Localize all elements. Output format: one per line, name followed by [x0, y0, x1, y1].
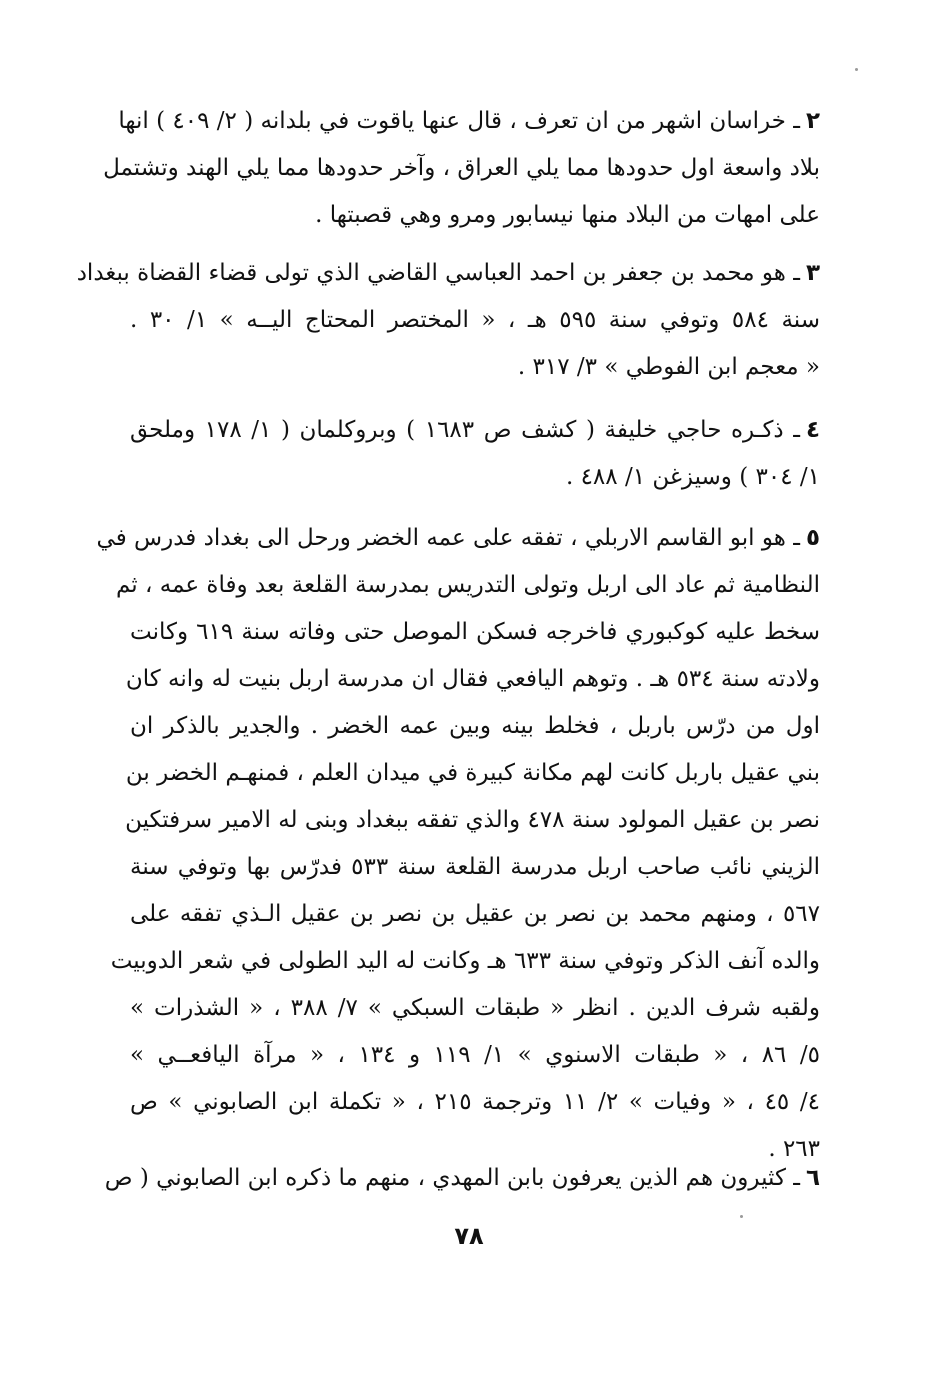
- footnote-line: اول من درّس باربل ، فخلط بينه وبين عمه الخضر . والجدير بالذكر ان: [130, 713, 820, 739]
- footnote-3: [76, 250, 821, 391]
- footnote-line: سنة ٥٨٤ وتوفي سنة ٥٩٥ هـ ، « المختصر المحتاج اليــه » ١/ ٣٠ .: [130, 307, 821, 333]
- footnote-line: نصر بن عقيل المولود سنة ٤٧٨ والذي تفقه ببغداد وبنى له الامير سرفتكين: [125, 807, 820, 833]
- footnote-number: ٥: [805, 525, 820, 551]
- footnote-line: النظامية ثم عاد الى اربل وتولى التدريس بمدرسة القلعة بعد وفاة عمه ، ثم: [116, 572, 820, 598]
- footnote-number: ٢: [805, 108, 820, 134]
- footnote-line: ٤ـ ذكـره حاجي خليفة ( كشف ص ١٦٨٣ ) وبروكلمان ( ١/ ١٧٨ وملحق: [130, 417, 821, 443]
- footnote-line: ٤/ ٤٥ ، « وفيات » ٢/ ١١ وترجمة ٢١٥ ، « تكملة ابن الصابوني » ص: [130, 1089, 820, 1115]
- footnote-line: ولادته سنة ٥٣٤ هـ . وتوهم اليافعي فقال ان مدرسة اربل بنيت له وانه كان: [125, 666, 820, 692]
- footnote-number: ٣: [805, 260, 820, 286]
- footnote-line: على امهات من البلاد منها نيسابور ومرو وهي قصبتها .: [315, 202, 820, 228]
- footnote-line: ٦ـ كثيرون هم الذين يعرفون بابن المهدي ، منهم ما ذكره ابن الصابوني ( ص: [104, 1165, 820, 1191]
- scan-speck: [855, 68, 858, 71]
- footnote-line: ٥ـ هو ابو القاسم الاربلي ، تفقه على عمه الخضر ورحل الى بغداد فدرس في: [96, 525, 820, 551]
- scan-speck: [740, 1215, 743, 1218]
- footnote-number: ٦: [805, 1165, 820, 1191]
- page-number: ٧٨: [454, 1222, 484, 1250]
- footnote-4: [130, 407, 820, 501]
- footnote-line: ولقبه شرف الدين . انظر « طبقات السبكي » ٧/ ٣٨٨ ، « الشذرات »: [130, 995, 821, 1021]
- footnote-line: ٥/ ٨٦ ، « طبقات الاسنوي » ١/ ١١٩ و ١٣٤ ، « مرآة اليافعــي »: [130, 1042, 820, 1068]
- footnote-line: سخط عليه كوكبوري فاخرجه فسكن الموصل حتى وفاته سنة ٦١٩ وكانت: [130, 619, 820, 645]
- footnote-6: [104, 1155, 820, 1202]
- footnote-line: الزيني نائب صاحب اربل مدرسة القلعة سنة ٥٣٣ فدرّس بها وتوفي سنة: [130, 854, 820, 880]
- footnote-number: ٤: [805, 417, 821, 443]
- footnote-line: ١/ ٣٠٤ ) وسيزغن ١/ ٤٨٨ .: [565, 464, 820, 490]
- footnote-line: والده آنف الذكر وتوفي سنة ٦٣٣ هـ وكانت له اليد الطولى في شعر الدوبيت: [110, 948, 820, 974]
- footnote-line: ٥٦٧ ، ومنهم محمد بن نصر بن عقيل بن نصر بن عقيل الـذي تفقه على: [130, 901, 820, 927]
- footnote-line: بني عقيل باربل كانت لهم مكانة كبيرة في ميدان العلم ، فمنهـم الخضر بن: [125, 760, 820, 786]
- footnote-line: ٢ـ خراسان اشهر من ان تعرف ، قال عنها ياقوت في بلدانه ( ٢/ ٤٠٩ ) انها: [118, 108, 820, 134]
- footnote-line: ٣ـ هو محمد بن جعفر بن احمد العباسي القاضي الذي تولى قضاء القضاة ببغداد: [76, 260, 820, 286]
- footnote-line: بلاد واسعة اول حدودها مما يلي العراق ، وآخر حدودها مما يلي الهند وتشتمل: [103, 155, 820, 181]
- footnote-2: [103, 98, 820, 239]
- footnote-line: « معجم ابن الفوطي » ٣/ ٣١٧ .: [517, 354, 820, 380]
- footnote-5: [96, 515, 821, 1173]
- footnote-line: ٢٦٣ .: [768, 1136, 820, 1162]
